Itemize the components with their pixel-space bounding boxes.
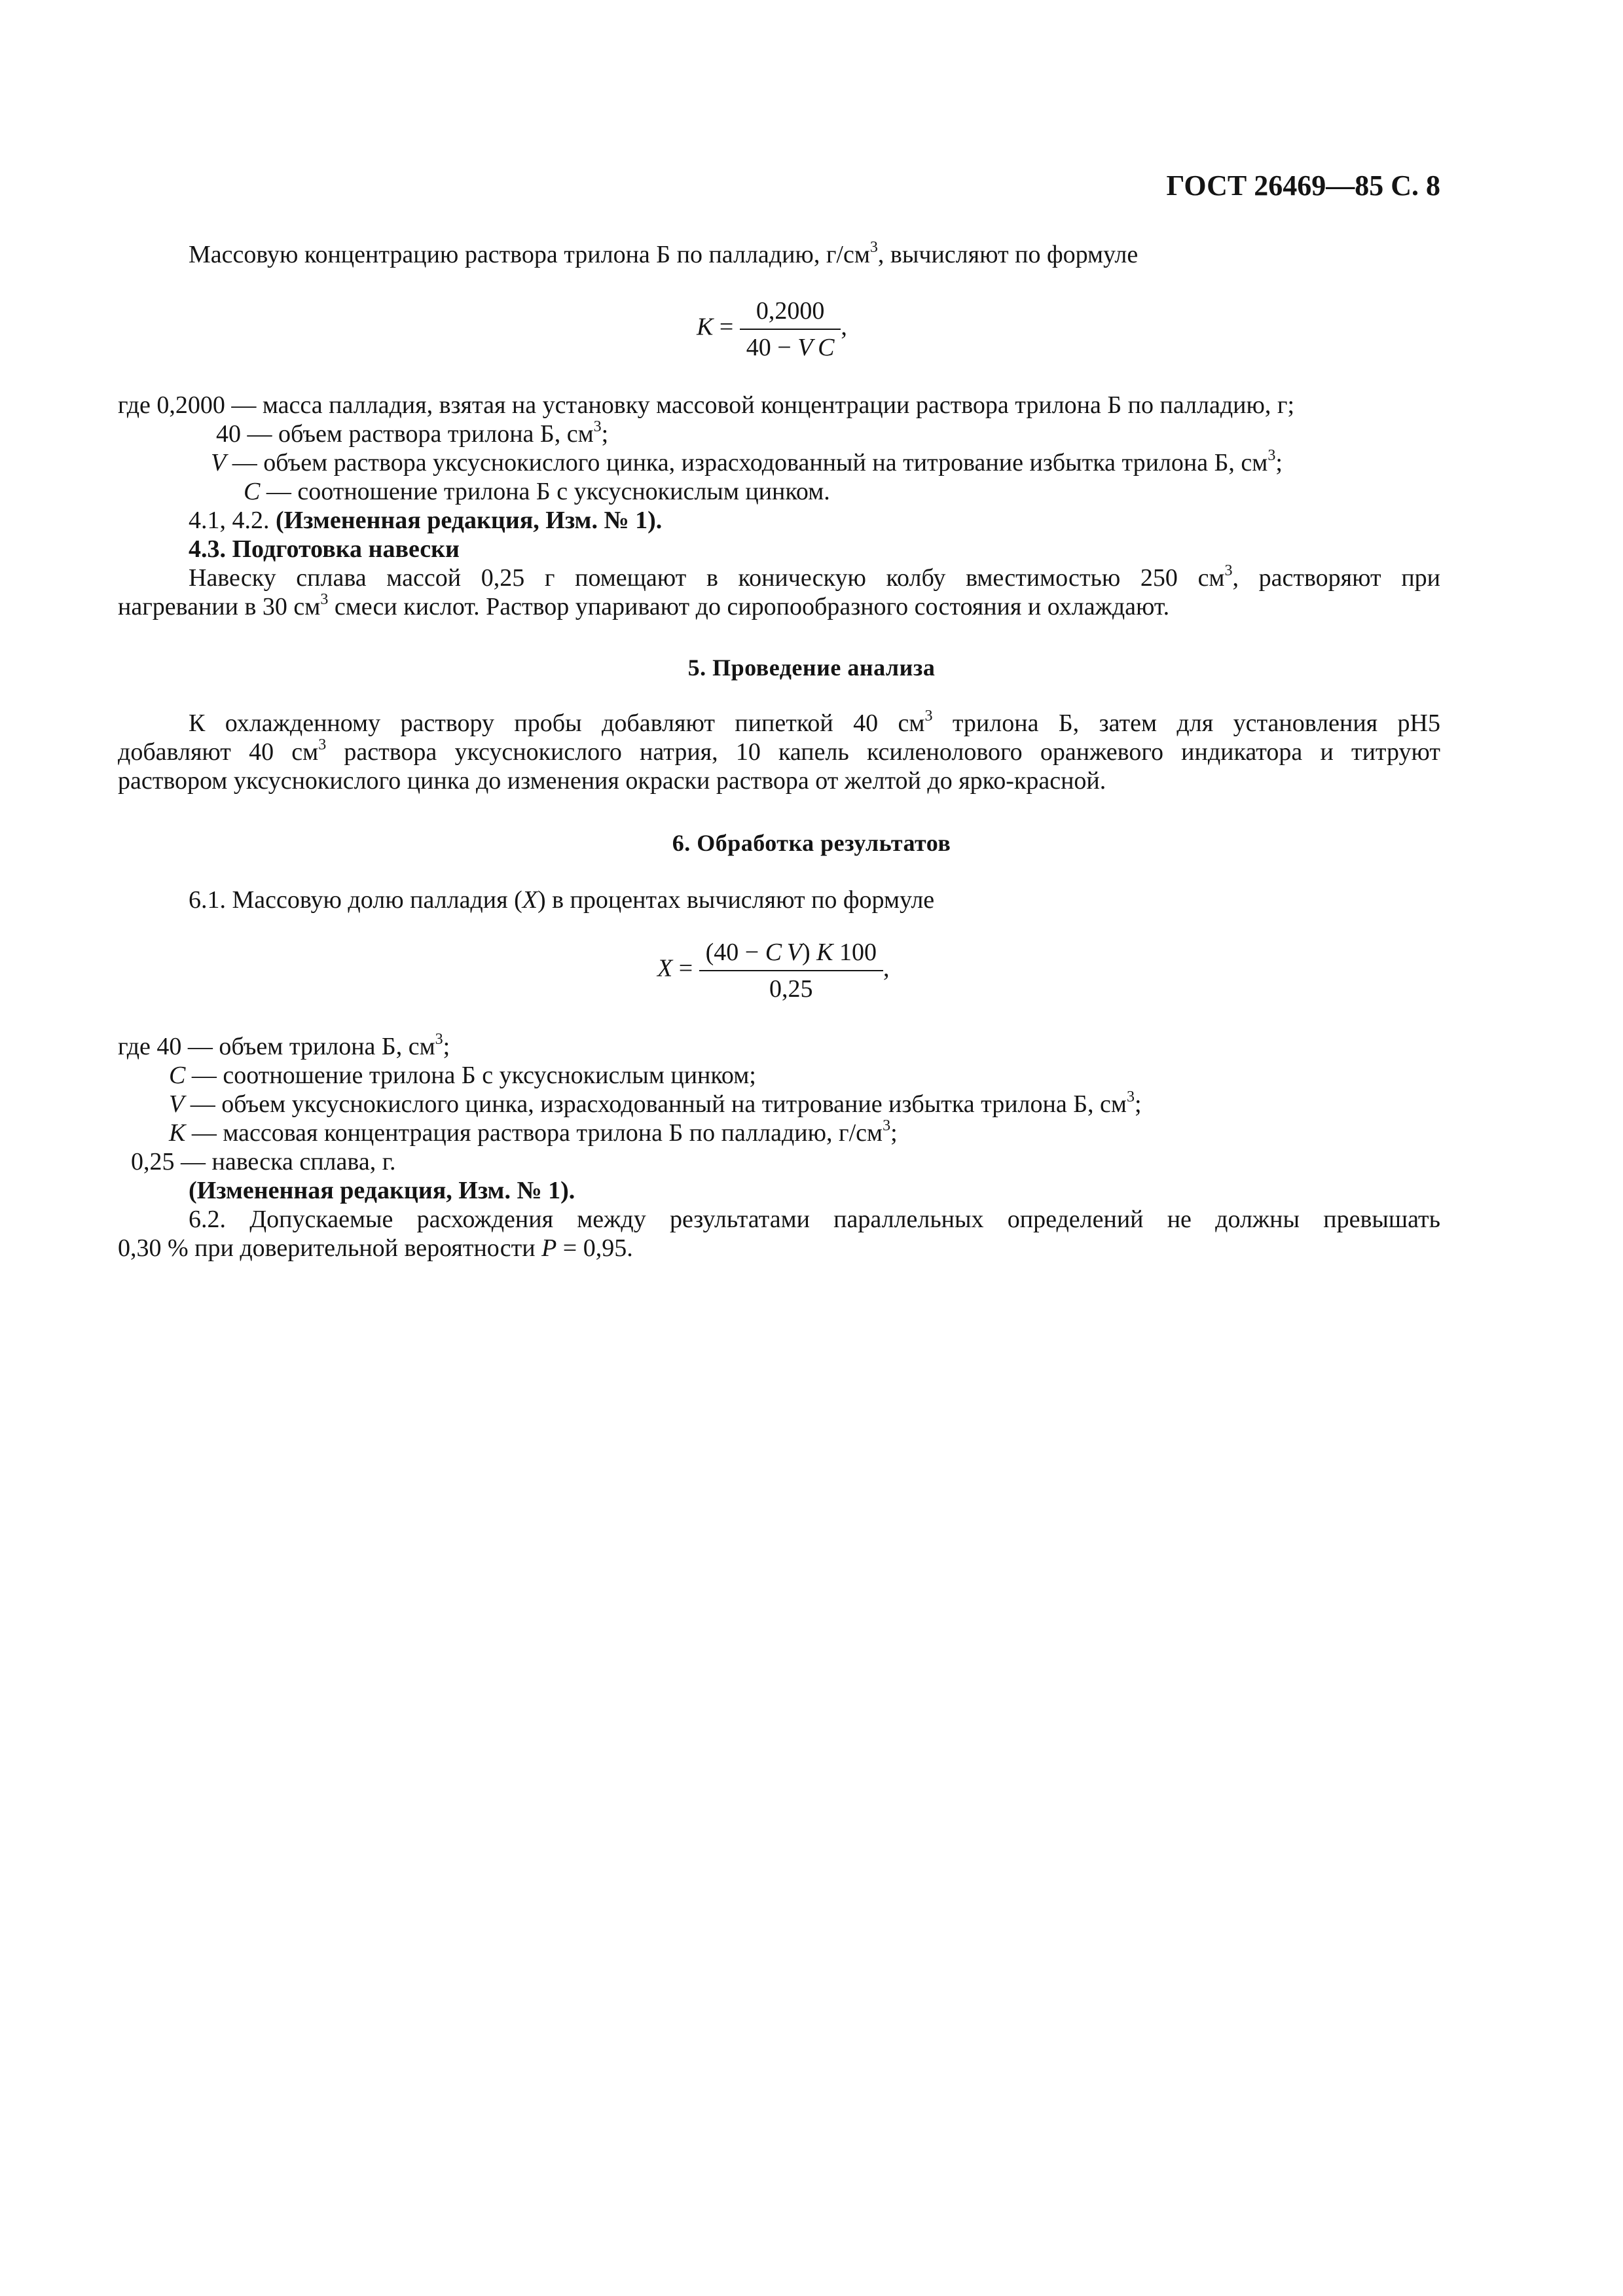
formula-x: X = $\frac{\text{(40 − C V) K 100}}{0,25}$ , bbox=[657, 939, 890, 1003]
formula-k-fraction bbox=[740, 296, 841, 363]
where2-line-volume: где 40 — объем трилона Б, $см^3$; bbox=[118, 1031, 450, 1060]
section-5-line-2: добавляют 40 $см^3$ раствора уксуснокислого натрия, 10 капель ксиленолового оранжевого индикатора и титруют bbox=[118, 736, 1440, 766]
edition-note-4-1: 4.1, 4.2. (Измененная редакция, Изм. № 1). bbox=[189, 507, 663, 534]
formula-k: K = $\frac{0,2000}{\text{40 − V C}}$ , bbox=[697, 297, 847, 361]
where-line-c: C — соотношение трилона Б с уксуснокислым цинком. bbox=[244, 478, 830, 505]
paragraph-6-2-line-2: 0,30 % при доверительной вероятности P = 0,95. bbox=[118, 1234, 633, 1262]
where2-line-v: V — объем уксуснокислого цинка, израсходованный на титрование избытка трилона Б, $см^3$; bbox=[169, 1088, 1142, 1118]
paragraph-6-1: 6.1. Массовую долю палладия (X) в процентах вычисляют по формуле bbox=[189, 886, 935, 914]
where-line-v: V — объем раствора уксуснокислого цинка, израсходованный на титрование избытка трилона Б, $см^3$; bbox=[211, 447, 1283, 476]
subheading-4-3: 4.3. Подготовка навески bbox=[189, 535, 460, 563]
where2-line-k: K — массовая концентрация раствора трилона Б по палладию, $г/см^3$; bbox=[169, 1117, 898, 1147]
formula-x-denominator: 0,25 bbox=[769, 975, 813, 1003]
section-5-heading: 5. Проведение анализа bbox=[687, 655, 936, 681]
section-6-heading: 6. Обработка результатов bbox=[672, 830, 951, 856]
formula-k-numerator: 0,2000 bbox=[740, 296, 841, 330]
formula-x-numerator: (40 − C V) K 100 bbox=[699, 937, 883, 971]
where2-line-sample: 0,25 — навеска сплава, г. bbox=[131, 1148, 396, 1175]
where-line-mass: где 0,2000 — масса палладия, взятая на установку массовой концентрации раствора трилона Б по палладию, г; bbox=[118, 391, 1295, 419]
document-header: ГОСТ 26469—85 С. 8 bbox=[1166, 170, 1440, 202]
intro-paragraph: Массовую концентрацию раствора трилона Б по палладию, $г/см^3$, вычисляют по формуле bbox=[189, 239, 1139, 268]
paragraph-6-2-line-1: 6.2. Допускаемые расхождения между результатами параллельных определений не должны превышать bbox=[189, 1206, 1440, 1233]
formula-k-denominator: 40 − V C bbox=[746, 334, 835, 361]
paragraph-4-3-line-2: нагревании в 30 $см^3$ смеси кислот. Раствор упаривают до сиропообразного состояния и охлаждают. bbox=[118, 591, 1170, 620]
formula-x-fraction bbox=[699, 937, 883, 1004]
where-line-volume: 40 — объем раствора трилона Б, $см^3$; bbox=[216, 418, 609, 448]
section-5-line-3: раствором уксуснокислого цинка до изменения окраски раствора от желтой до ярко-красной. bbox=[118, 767, 1106, 795]
where2-line-c: C — соотношение трилона Б с уксуснокислым цинком; bbox=[169, 1062, 756, 1089]
section-5-line-1: К охлажденному раствору пробы добавляют пипеткой 40 $см^3$ трилона Б, затем для установления pH5 bbox=[189, 708, 1440, 737]
paragraph-4-3-line-1: Навеску сплава массой 0,25 г помещают в коническую колбу вместимостью 250 $см^3$, растворяют при bbox=[189, 562, 1440, 592]
edition-note-6-1: (Измененная редакция, Изм. № 1). bbox=[189, 1177, 575, 1204]
